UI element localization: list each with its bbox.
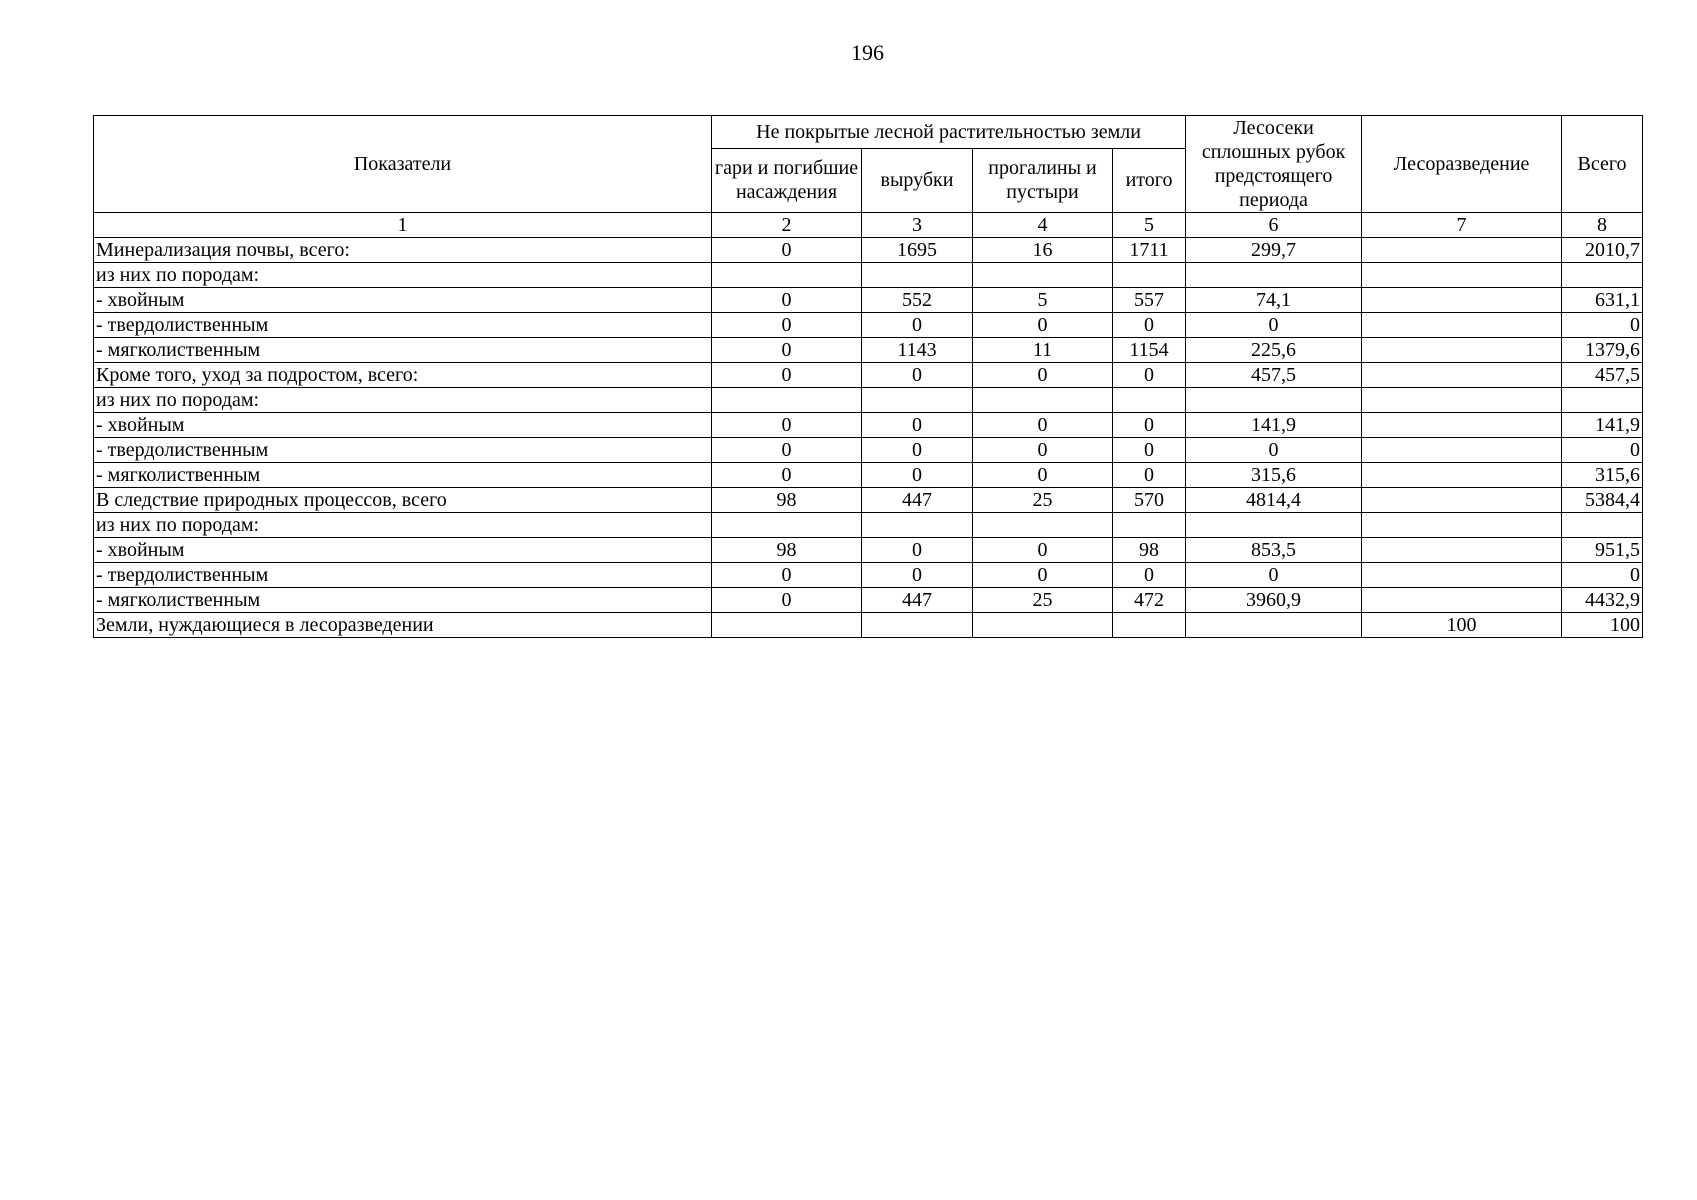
row-value: 0 <box>862 438 973 463</box>
row-value: 0 <box>712 588 862 613</box>
header-afforestation: Лесоразведение <box>1362 116 1562 213</box>
column-number: 3 <box>862 213 973 238</box>
row-value: 25 <box>973 488 1113 513</box>
row-value <box>862 613 973 638</box>
row-value: 0 <box>712 563 862 588</box>
row-value: 100 <box>1562 613 1643 638</box>
table-row <box>94 263 1643 288</box>
row-value <box>973 513 1113 538</box>
row-value: 0 <box>1562 563 1643 588</box>
row-value: 98 <box>712 488 862 513</box>
row-value <box>712 388 862 413</box>
forestry-table <box>93 115 1643 638</box>
table-row <box>94 463 1643 488</box>
row-value: 447 <box>862 588 973 613</box>
row-value <box>1113 263 1186 288</box>
row-value <box>1186 388 1362 413</box>
row-value: 0 <box>862 413 973 438</box>
row-value: 3960,9 <box>1186 588 1362 613</box>
row-label: - мягколиственным <box>94 338 712 363</box>
row-label: Земли, нуждающиеся в лесоразведении <box>94 613 712 638</box>
row-value: 98 <box>1113 538 1186 563</box>
row-value: 0 <box>973 438 1113 463</box>
page-number: 196 <box>851 40 884 65</box>
row-value: 472 <box>1113 588 1186 613</box>
row-value: 141,9 <box>1562 413 1643 438</box>
row-value <box>1362 388 1562 413</box>
row-value: 4432,9 <box>1562 588 1643 613</box>
row-value: 0 <box>1113 563 1186 588</box>
row-value: 74,1 <box>1186 288 1362 313</box>
row-value: 1154 <box>1113 338 1186 363</box>
table-row <box>94 488 1643 513</box>
row-value: 0 <box>862 363 973 388</box>
row-value: 16 <box>973 238 1113 263</box>
row-value: 0 <box>712 413 862 438</box>
row-value: 5 <box>973 288 1113 313</box>
row-value: 0 <box>973 413 1113 438</box>
table-row <box>94 613 1643 638</box>
row-value: 0 <box>1113 313 1186 338</box>
row-value: 0 <box>1186 313 1362 338</box>
row-value: 0 <box>1113 363 1186 388</box>
column-number: 1 <box>94 213 712 238</box>
row-value <box>1362 238 1562 263</box>
table-row <box>94 588 1643 613</box>
row-value: 0 <box>1186 563 1362 588</box>
row-value: 1143 <box>862 338 973 363</box>
table-row <box>94 288 1643 313</box>
column-number: 5 <box>1113 213 1186 238</box>
column-numbers-row <box>94 213 1643 238</box>
row-value: 0 <box>1113 413 1186 438</box>
header-group-not-covered: Не покрытые лесной растительностью земли <box>712 116 1186 149</box>
row-value: 631,1 <box>1562 288 1643 313</box>
row-value: 853,5 <box>1186 538 1362 563</box>
row-label: В следствие природных процессов, всего <box>94 488 712 513</box>
row-value: 315,6 <box>1562 463 1643 488</box>
header-total: Всего <box>1562 116 1643 213</box>
row-label: - хвойным <box>94 288 712 313</box>
row-value: 98 <box>712 538 862 563</box>
row-value <box>1362 563 1562 588</box>
row-value: 457,5 <box>1562 363 1643 388</box>
row-value: 0 <box>862 313 973 338</box>
row-value: 0 <box>1113 463 1186 488</box>
header-cutting-areas: Лесосеки сплошных рубок предстоящего периода <box>1186 116 1362 213</box>
row-value: 0 <box>712 438 862 463</box>
row-value: 0 <box>973 463 1113 488</box>
row-value <box>1362 488 1562 513</box>
table-row <box>94 238 1643 263</box>
row-value: 0 <box>862 538 973 563</box>
table-row <box>94 363 1643 388</box>
row-value <box>712 613 862 638</box>
row-value <box>1562 263 1643 288</box>
row-value <box>1362 463 1562 488</box>
table-row <box>94 538 1643 563</box>
row-label: - твердолиственным <box>94 563 712 588</box>
row-value <box>862 513 973 538</box>
row-value <box>1362 363 1562 388</box>
row-value: 1379,6 <box>1562 338 1643 363</box>
row-value <box>1362 288 1562 313</box>
row-value: 25 <box>973 588 1113 613</box>
row-value: 447 <box>862 488 973 513</box>
column-number: 6 <box>1186 213 1362 238</box>
row-value: 2010,7 <box>1562 238 1643 263</box>
table-row <box>94 563 1643 588</box>
row-label: - мягколиственным <box>94 463 712 488</box>
row-value: 0 <box>712 463 862 488</box>
table-row <box>94 413 1643 438</box>
row-value <box>1362 538 1562 563</box>
row-value <box>1186 613 1362 638</box>
header-indicators: Показатели <box>94 116 712 213</box>
row-value: 557 <box>1113 288 1186 313</box>
row-value <box>1113 513 1186 538</box>
row-value: 315,6 <box>1186 463 1362 488</box>
row-label: Кроме того, уход за подростом, всего: <box>94 363 712 388</box>
row-value: 100 <box>1362 613 1562 638</box>
column-number: 7 <box>1362 213 1562 238</box>
row-value <box>973 613 1113 638</box>
row-value: 4814,4 <box>1186 488 1362 513</box>
row-value <box>1362 338 1562 363</box>
row-label: из них по породам: <box>94 263 712 288</box>
row-value: 225,6 <box>1186 338 1362 363</box>
table-row <box>94 338 1643 363</box>
row-value: 141,9 <box>1186 413 1362 438</box>
row-value <box>1362 413 1562 438</box>
row-label: - твердолиственным <box>94 438 712 463</box>
row-value: 11 <box>973 338 1113 363</box>
row-label: - хвойным <box>94 413 712 438</box>
row-value <box>1113 613 1186 638</box>
table-header <box>94 116 1643 238</box>
header-burned: гари и погибшие насаждения <box>712 148 862 212</box>
row-value <box>1186 513 1362 538</box>
row-value: 0 <box>712 363 862 388</box>
row-label: из них по породам: <box>94 388 712 413</box>
header-subtotal: итого <box>1113 148 1186 212</box>
row-value: 0 <box>1186 438 1362 463</box>
row-value: 0 <box>862 563 973 588</box>
row-value <box>973 263 1113 288</box>
row-value: 0 <box>973 563 1113 588</box>
row-value: 0 <box>862 463 973 488</box>
row-value <box>1562 388 1643 413</box>
row-value <box>1362 263 1562 288</box>
row-value: 552 <box>862 288 973 313</box>
row-value <box>1562 513 1643 538</box>
row-value: 0 <box>973 363 1113 388</box>
row-value: 951,5 <box>1562 538 1643 563</box>
column-number: 2 <box>712 213 862 238</box>
table-row <box>94 438 1643 463</box>
row-value: 0 <box>712 338 862 363</box>
row-value: 1711 <box>1113 238 1186 263</box>
row-value: 0 <box>1113 438 1186 463</box>
row-label: - хвойным <box>94 538 712 563</box>
row-value <box>712 263 862 288</box>
row-label: - твердолиственным <box>94 313 712 338</box>
row-value: 1695 <box>862 238 973 263</box>
row-label: - мягколиственным <box>94 588 712 613</box>
table-row <box>94 388 1643 413</box>
table-row <box>94 313 1643 338</box>
row-label: Минерализация почвы, всего: <box>94 238 712 263</box>
row-value <box>973 388 1113 413</box>
row-value <box>1113 388 1186 413</box>
row-value: 0 <box>1562 313 1643 338</box>
row-value: 0 <box>712 238 862 263</box>
row-value <box>862 263 973 288</box>
table-row <box>94 513 1643 538</box>
header-glades: прогалины и пустыри <box>973 148 1113 212</box>
row-value <box>1186 263 1362 288</box>
row-value <box>712 513 862 538</box>
row-value: 0 <box>1562 438 1643 463</box>
table-body <box>94 238 1643 638</box>
row-value: 0 <box>712 313 862 338</box>
row-value: 570 <box>1113 488 1186 513</box>
row-value: 299,7 <box>1186 238 1362 263</box>
row-label: из них по породам: <box>94 513 712 538</box>
header-clearcuts: вырубки <box>862 148 973 212</box>
row-value: 5384,4 <box>1562 488 1643 513</box>
row-value <box>1362 438 1562 463</box>
row-value: 0 <box>973 538 1113 563</box>
row-value: 0 <box>973 313 1113 338</box>
column-number: 4 <box>973 213 1113 238</box>
column-number: 8 <box>1562 213 1643 238</box>
row-value <box>1362 313 1562 338</box>
row-value: 0 <box>712 288 862 313</box>
row-value <box>1362 513 1562 538</box>
row-value <box>1362 588 1562 613</box>
row-value: 457,5 <box>1186 363 1362 388</box>
row-value <box>862 388 973 413</box>
